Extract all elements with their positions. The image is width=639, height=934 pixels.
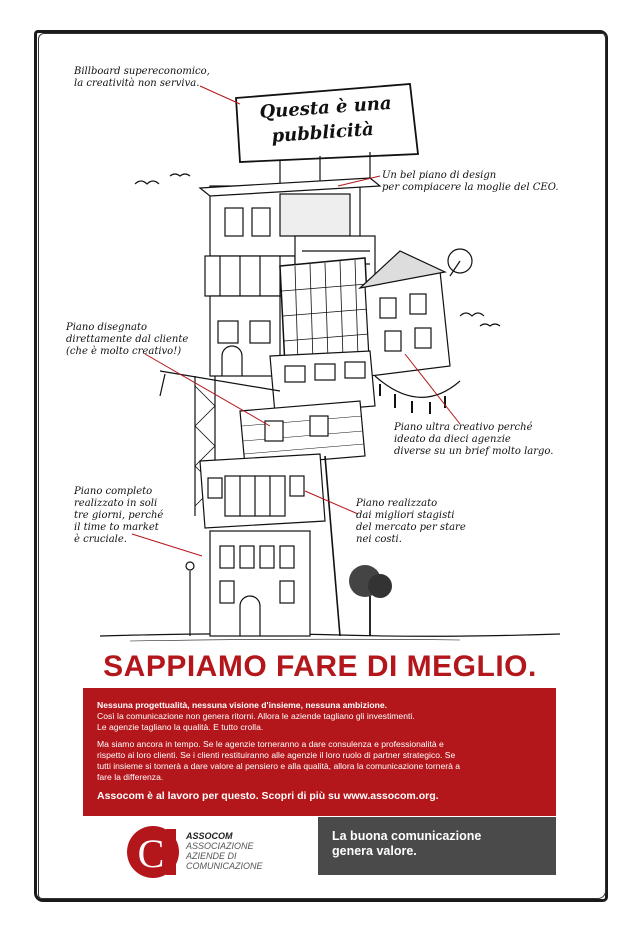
body-paragraph-2: Ma siamo ancora in tempo. Se le agenzie torneranno a dare consulenza e professionalità e rispetto ai loro clienti. Se i clienti restituiranno alle agenzie il loro ruolo di partner strategico. Se tutti insieme si tornerà a dare valore al pensiero e alla qualità, allora la comunicazione tornerà a fare la differenza. bbox=[97, 739, 461, 782]
body-paragraph-1: Nessuna progettualità, nessuna visione d'insieme, nessuna ambizione. Così la comunicazione non genera ritorni. Allora le aziende tagliano gli investimenti. Le agenzie tagliano la qualità. E tutto crolla. bbox=[97, 700, 415, 732]
tagline-box: La buona comunicazione genera valore. bbox=[318, 817, 556, 875]
call-to-action: Assocom è al lavoro per questo. Scopri di più su www.assocom.org. bbox=[97, 790, 439, 802]
billboard-line-1: Questa è una bbox=[258, 92, 393, 123]
cheap-note: Piano realizzato dai migliori stagisti del mercato per stare nei costi. bbox=[356, 498, 466, 545]
billboard-note: Billboard supereconomico, la creatività non serviva. bbox=[74, 66, 210, 89]
design-note: Un bel piano di design per compiacere la moglie del CEO. bbox=[382, 170, 559, 193]
assocom-logo-text: ASSOCOM ASSOCIAZIONE AZIENDE DI COMUNICAZIONE bbox=[186, 831, 263, 871]
svg-text:C: C bbox=[137, 831, 165, 876]
body-copy-box bbox=[83, 688, 556, 816]
creative-note: Piano ultra creativo perché ideato da dieci agenzie diverse su un brief molto largo. bbox=[394, 422, 554, 457]
assocom-logo bbox=[124, 823, 304, 881]
rush-note: Piano completo realizzato in soli tre giorni, perché il time to market è cruciale. bbox=[74, 486, 164, 545]
assocom-logo-mark bbox=[124, 823, 182, 881]
client-note: Piano disegnato direttamente dal cliente (che è molto creativo!) bbox=[66, 322, 189, 357]
billboard-line-2: pubblicità bbox=[270, 118, 375, 147]
headline: SAPPIAMO FARE DI MEGLIO. bbox=[103, 650, 537, 683]
